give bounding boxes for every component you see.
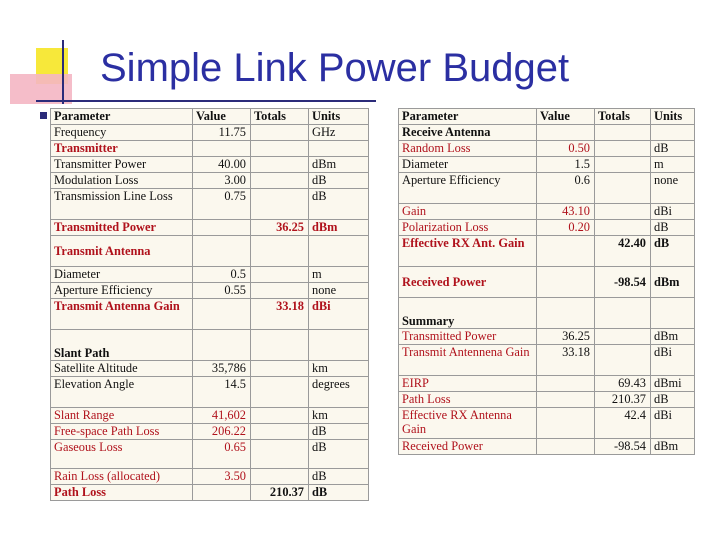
unit-cell xyxy=(651,125,695,141)
parameter-cell: Frequency xyxy=(51,125,193,141)
unit-cell: none xyxy=(651,173,695,204)
value-cell: 14.5 xyxy=(193,377,251,408)
value-cell: 1.5 xyxy=(537,157,595,173)
parameter-cell: Transmitter Power xyxy=(51,157,193,173)
unit-cell: dBm xyxy=(651,267,695,298)
unit-cell: dB xyxy=(651,236,695,267)
unit-cell: none xyxy=(309,283,369,299)
total-cell xyxy=(251,157,309,173)
total-cell xyxy=(595,173,651,204)
unit-cell: GHz xyxy=(309,125,369,141)
value-cell xyxy=(193,141,251,157)
unit-cell: m xyxy=(651,157,695,173)
table-row xyxy=(399,376,695,392)
value-cell: 206.22 xyxy=(193,424,251,440)
parameter-cell: Slant Range xyxy=(51,408,193,424)
total-cell: -98.54 xyxy=(595,267,651,298)
section-heading-cell: Transmitter xyxy=(51,141,193,157)
table-row xyxy=(51,440,369,469)
table-row xyxy=(399,298,695,329)
total-cell xyxy=(251,408,309,424)
value-cell xyxy=(537,392,595,408)
table-row xyxy=(51,424,369,440)
total-cell xyxy=(251,424,309,440)
value-cell xyxy=(537,236,595,267)
unit-cell: dB xyxy=(309,173,369,189)
value-cell: 3.50 xyxy=(193,469,251,485)
value-cell: 0.50 xyxy=(537,141,595,157)
unit-cell: dB xyxy=(651,220,695,236)
parameter-cell: Received Power xyxy=(399,267,537,298)
parameter-cell: Diameter xyxy=(399,157,537,173)
unit-cell: dBi xyxy=(651,408,695,439)
unit-cell: dBm xyxy=(309,157,369,173)
unit-cell: dB xyxy=(309,485,369,501)
parameter-cell: Elevation Angle xyxy=(51,377,193,408)
section-heading-cell: Transmit Antenna xyxy=(51,236,193,267)
parameter-cell: Satellite Altitude xyxy=(51,361,193,377)
total-cell: 69.43 xyxy=(595,376,651,392)
table-row xyxy=(51,283,369,299)
table-row xyxy=(399,329,695,345)
total-cell xyxy=(251,267,309,283)
value-cell: 0.55 xyxy=(193,283,251,299)
table-row xyxy=(51,236,369,267)
parameter-cell: Received Power xyxy=(399,439,537,455)
value-cell: 3.00 xyxy=(193,173,251,189)
unit-cell xyxy=(309,141,369,157)
table-row xyxy=(399,236,695,267)
value-cell: 0.5 xyxy=(193,267,251,283)
table-row xyxy=(51,173,369,189)
total-cell: 36.25 xyxy=(251,220,309,236)
unit-cell: dBm xyxy=(309,220,369,236)
value-cell xyxy=(537,408,595,439)
table-row xyxy=(399,173,695,204)
total-cell xyxy=(251,440,309,469)
header-parameter: Parameter xyxy=(399,109,537,125)
parameter-cell: Rain Loss (allocated) xyxy=(51,469,193,485)
unit-cell: dB xyxy=(309,189,369,220)
total-cell xyxy=(251,125,309,141)
total-cell xyxy=(595,157,651,173)
parameter-cell: Free-space Path Loss xyxy=(51,424,193,440)
table-row xyxy=(51,330,369,361)
table-row xyxy=(51,299,369,330)
total-cell: 33.18 xyxy=(251,299,309,330)
table-row xyxy=(399,408,695,439)
total-cell: 42.4 xyxy=(595,408,651,439)
unit-cell: dB xyxy=(651,141,695,157)
total-cell: 210.37 xyxy=(595,392,651,408)
parameter-cell: Path Loss xyxy=(51,485,193,501)
parameter-cell: Random Loss xyxy=(399,141,537,157)
unit-cell: km xyxy=(309,408,369,424)
value-cell xyxy=(537,267,595,298)
value-cell: 11.75 xyxy=(193,125,251,141)
unit-cell: dB xyxy=(651,392,695,408)
total-cell: 42.40 xyxy=(595,236,651,267)
table-row xyxy=(399,220,695,236)
parameter-cell: Effective RX Antenna Gain xyxy=(399,408,537,439)
section-heading-cell: Receive Antenna xyxy=(399,125,537,141)
header-parameter: Parameter xyxy=(51,109,193,125)
unit-cell: dBi xyxy=(651,345,695,376)
header-totals: Totals xyxy=(595,109,651,125)
section-heading-cell: Summary xyxy=(399,298,537,329)
value-cell xyxy=(537,298,595,329)
total-cell xyxy=(251,377,309,408)
total-cell: 210.37 xyxy=(251,485,309,501)
unit-cell xyxy=(309,330,369,361)
table-row xyxy=(399,125,695,141)
total-cell xyxy=(251,189,309,220)
table-row xyxy=(51,469,369,485)
header-value: Value xyxy=(537,109,595,125)
unit-cell: dB xyxy=(309,424,369,440)
parameter-cell: Transmission Line Loss xyxy=(51,189,193,220)
table-row xyxy=(51,361,369,377)
parameter-cell: Transmit Antennena Gain xyxy=(399,345,537,376)
parameter-cell: Gain xyxy=(399,204,537,220)
unit-cell xyxy=(651,298,695,329)
table-row xyxy=(51,485,369,501)
value-cell xyxy=(537,376,595,392)
table-row xyxy=(399,141,695,157)
value-cell: 40.00 xyxy=(193,157,251,173)
table-row xyxy=(399,439,695,455)
total-cell xyxy=(595,220,651,236)
total-cell xyxy=(251,173,309,189)
unit-cell xyxy=(309,236,369,267)
total-cell xyxy=(251,283,309,299)
value-cell xyxy=(193,236,251,267)
value-cell: 41,602 xyxy=(193,408,251,424)
total-cell xyxy=(595,329,651,345)
parameter-cell: Transmit Antenna Gain xyxy=(51,299,193,330)
table-row xyxy=(399,345,695,376)
table-header-row xyxy=(399,109,695,125)
value-cell: 0.6 xyxy=(537,173,595,204)
table-row xyxy=(51,141,369,157)
value-cell xyxy=(537,125,595,141)
left-budget-table xyxy=(50,108,368,501)
table-row xyxy=(51,157,369,173)
value-cell: 0.65 xyxy=(193,440,251,469)
parameter-cell: Transmitted Power xyxy=(51,220,193,236)
value-cell: 0.20 xyxy=(537,220,595,236)
header-totals: Totals xyxy=(251,109,309,125)
section-heading-cell: Slant Path xyxy=(51,330,193,361)
header-value: Value xyxy=(193,109,251,125)
parameter-cell: Polarization Loss xyxy=(399,220,537,236)
value-cell xyxy=(193,220,251,236)
unit-cell: m xyxy=(309,267,369,283)
total-cell xyxy=(595,345,651,376)
total-cell: -98.54 xyxy=(595,439,651,455)
unit-cell: dBm xyxy=(651,439,695,455)
value-cell xyxy=(193,330,251,361)
table-row xyxy=(51,220,369,236)
value-cell: 36.25 xyxy=(537,329,595,345)
total-cell xyxy=(595,125,651,141)
table-row xyxy=(399,204,695,220)
header-units: Units xyxy=(309,109,369,125)
value-cell: 43.10 xyxy=(537,204,595,220)
header-units: Units xyxy=(651,109,695,125)
value-cell: 35,786 xyxy=(193,361,251,377)
parameter-cell: Modulation Loss xyxy=(51,173,193,189)
parameter-cell: Transmitted Power xyxy=(399,329,537,345)
total-cell xyxy=(251,469,309,485)
unit-cell: dBi xyxy=(651,204,695,220)
table-row xyxy=(399,267,695,298)
parameter-cell: Effective RX Ant. Gain xyxy=(399,236,537,267)
total-cell xyxy=(595,204,651,220)
table-row xyxy=(399,392,695,408)
table-row xyxy=(51,125,369,141)
value-cell xyxy=(193,299,251,330)
unit-cell: dBi xyxy=(309,299,369,330)
unit-cell: degrees xyxy=(309,377,369,408)
decorative-horizontal-line xyxy=(36,100,376,102)
unit-cell: dB xyxy=(309,440,369,469)
decorative-vertical-line xyxy=(62,40,64,104)
unit-cell: dB xyxy=(309,469,369,485)
table-row xyxy=(51,408,369,424)
unit-cell: km xyxy=(309,361,369,377)
table-header-row xyxy=(51,109,369,125)
parameter-cell: Diameter xyxy=(51,267,193,283)
value-cell xyxy=(193,485,251,501)
total-cell xyxy=(251,330,309,361)
slide-title: Simple Link Power Budget xyxy=(100,46,570,90)
unit-cell: dBmi xyxy=(651,376,695,392)
bullet-icon xyxy=(40,112,47,119)
table-row xyxy=(399,157,695,173)
value-cell: 33.18 xyxy=(537,345,595,376)
value-cell: 0.75 xyxy=(193,189,251,220)
total-cell xyxy=(251,361,309,377)
parameter-cell: EIRP xyxy=(399,376,537,392)
table-row xyxy=(51,189,369,220)
total-cell xyxy=(251,236,309,267)
value-cell xyxy=(537,439,595,455)
unit-cell: dBm xyxy=(651,329,695,345)
total-cell xyxy=(595,141,651,157)
table-row xyxy=(51,267,369,283)
table-row xyxy=(51,377,369,408)
parameter-cell: Path Loss xyxy=(399,392,537,408)
total-cell xyxy=(595,298,651,329)
right-budget-table xyxy=(398,108,694,455)
parameter-cell: Aperture Efficiency xyxy=(399,173,537,204)
parameter-cell: Aperture Efficiency xyxy=(51,283,193,299)
parameter-cell: Gaseous Loss xyxy=(51,440,193,469)
total-cell xyxy=(251,141,309,157)
